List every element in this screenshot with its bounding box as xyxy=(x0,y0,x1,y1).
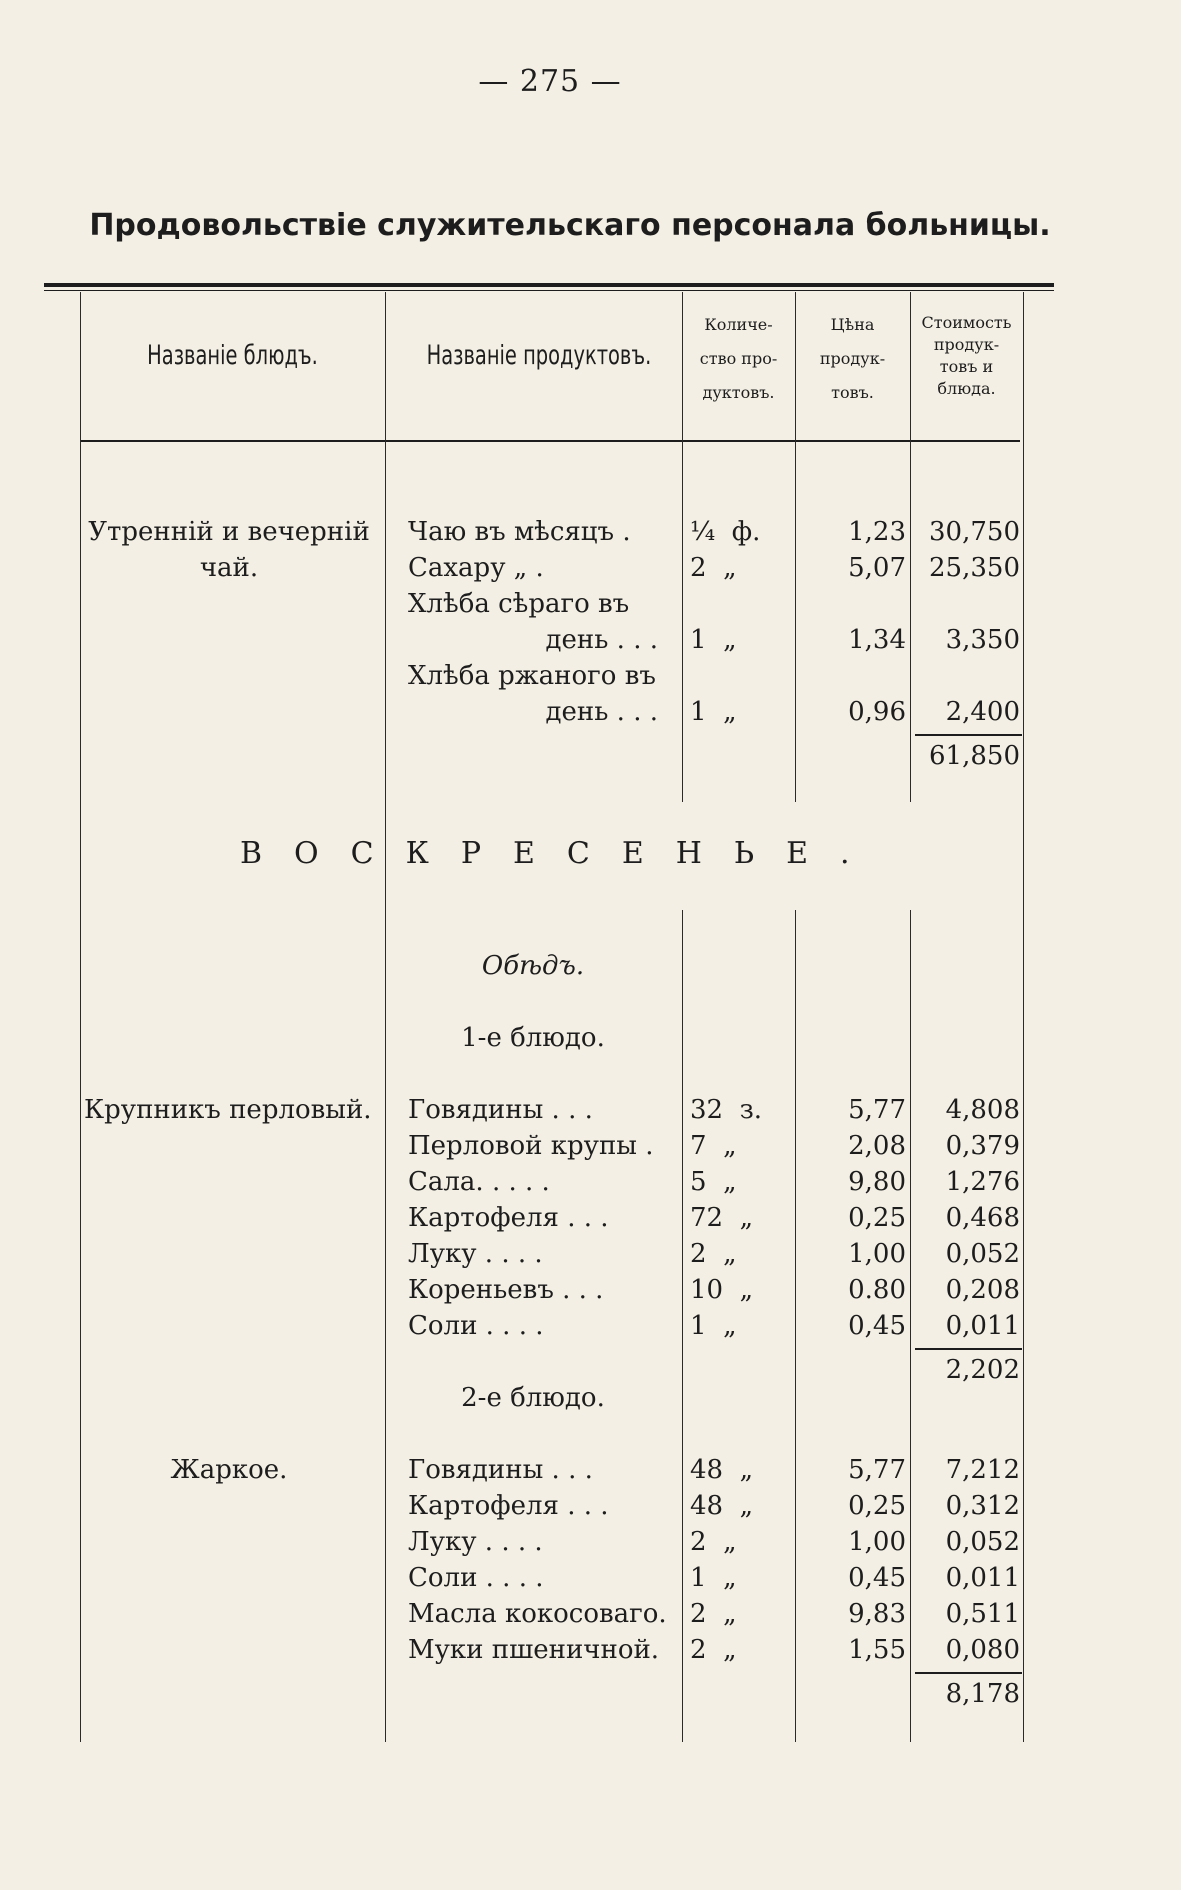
meal-title: Обѣдъ. xyxy=(481,951,585,981)
quantity: 72 „ xyxy=(690,1203,754,1233)
product-name: Муки пшеничной. xyxy=(408,1635,660,1665)
header-product: Названіе продуктовъ. xyxy=(426,340,652,371)
price: 1,00 xyxy=(848,1239,906,1269)
dish-name: Жаркое. xyxy=(170,1455,288,1485)
column-divider xyxy=(1023,292,1024,1742)
product-name: день . . . xyxy=(545,697,658,727)
quantity: 48 „ xyxy=(690,1491,754,1521)
product-name: Луку . . . . xyxy=(408,1239,543,1269)
quantity: 48 „ xyxy=(690,1455,754,1485)
product-name: Перловой крупы . xyxy=(408,1131,654,1161)
cost: 30,750 xyxy=(929,517,1020,547)
price: 0,25 xyxy=(848,1491,906,1521)
product-name: Луку . . . . xyxy=(408,1527,543,1557)
product-name: Говядины . . . xyxy=(408,1095,593,1125)
page-title: Продовольствіе служительскаго персонала больницы. xyxy=(89,208,1051,243)
price: 2,08 xyxy=(848,1131,906,1161)
subtotal-rule xyxy=(915,1672,1022,1674)
cost: 0,208 xyxy=(945,1275,1020,1305)
column-divider xyxy=(385,292,386,1742)
quantity: 7 „ xyxy=(690,1131,737,1161)
quantity: 1 „ xyxy=(690,625,737,655)
column-divider xyxy=(795,910,796,1742)
quantity: 32 з. xyxy=(690,1095,763,1125)
product-name: Картофеля . . . xyxy=(408,1491,609,1521)
header-cost: Стоимость продук- товъ и блюда. xyxy=(921,313,1012,398)
quantity: ¼ ф. xyxy=(690,517,761,547)
dish-name: Утренній и вечерній xyxy=(88,517,370,547)
cost: 0,052 xyxy=(945,1527,1020,1557)
header-dish: Названіе блюдъ. xyxy=(147,340,318,371)
cost: 0,011 xyxy=(945,1311,1020,1341)
page-number: — 275 — xyxy=(478,64,622,99)
course-label: 1-е блюдо. xyxy=(461,1023,605,1053)
table-top-rule xyxy=(44,283,1054,287)
price: 5,07 xyxy=(848,553,906,583)
subtotal: 61,850 xyxy=(929,741,1020,771)
price: 0,96 xyxy=(848,697,906,727)
price: 0,25 xyxy=(848,1203,906,1233)
price: 9,80 xyxy=(848,1167,906,1197)
cost: 4,808 xyxy=(945,1095,1020,1125)
subtotal-rule xyxy=(915,734,1022,736)
quantity: 2 „ xyxy=(690,1239,737,1269)
product-name: Соли . . . . xyxy=(408,1311,544,1341)
price: 1,55 xyxy=(848,1635,906,1665)
product-name: Хлѣба ржаного въ xyxy=(408,661,656,691)
subtotal: 8,178 xyxy=(945,1679,1020,1709)
quantity: 1 „ xyxy=(690,1311,737,1341)
price: 0.80 xyxy=(848,1275,906,1305)
cost: 7,212 xyxy=(945,1455,1020,1485)
day-heading: ВОСКРЕСЕНЬЕ. xyxy=(240,836,882,871)
product-name: Сала. . . . . xyxy=(408,1167,550,1197)
cost: 3,350 xyxy=(945,625,1020,655)
quantity: 5 „ xyxy=(690,1167,737,1197)
cost: 0,379 xyxy=(945,1131,1020,1161)
price: 1,23 xyxy=(848,517,906,547)
column-divider xyxy=(682,910,683,1742)
product-name: Чаю въ мѣсяцъ . xyxy=(408,517,631,547)
header-quantity: Количе- ство про- дуктовъ. xyxy=(699,315,778,402)
product-name: Соли . . . . xyxy=(408,1563,544,1593)
column-divider xyxy=(80,292,81,1742)
price: 9,83 xyxy=(848,1599,906,1629)
cost: 2,400 xyxy=(945,697,1020,727)
cost: 1,276 xyxy=(945,1167,1020,1197)
cost: 0,052 xyxy=(945,1239,1020,1269)
header-bottom-rule xyxy=(80,440,1020,442)
table-top-rule-thin xyxy=(44,290,1054,291)
quantity: 1 „ xyxy=(690,697,737,727)
product-name: Говядины . . . xyxy=(408,1455,593,1485)
course-label: 2-е блюдо. xyxy=(461,1383,605,1413)
product-name: Картофеля . . . xyxy=(408,1203,609,1233)
product-name: день . . . xyxy=(545,625,658,655)
cost: 0,312 xyxy=(945,1491,1020,1521)
subtotal: 2,202 xyxy=(945,1355,1020,1385)
quantity: 10 „ xyxy=(690,1275,754,1305)
quantity: 2 „ xyxy=(690,1635,737,1665)
quantity: 2 „ xyxy=(690,1599,737,1629)
price: 1,00 xyxy=(848,1527,906,1557)
product-name: Хлѣба сѣраго въ xyxy=(408,589,630,619)
cost: 0,468 xyxy=(945,1203,1020,1233)
price: 1,34 xyxy=(848,625,906,655)
price: 5,77 xyxy=(848,1095,906,1125)
header-price: Цѣна продук- товъ. xyxy=(819,315,886,402)
quantity: 2 „ xyxy=(690,553,737,583)
price: 0,45 xyxy=(848,1311,906,1341)
cost: 0,011 xyxy=(945,1563,1020,1593)
price: 5,77 xyxy=(848,1455,906,1485)
cost: 25,350 xyxy=(929,553,1020,583)
cost: 0,511 xyxy=(945,1599,1020,1629)
subtotal-rule xyxy=(915,1348,1022,1350)
product-name: Кореньевъ . . . xyxy=(408,1275,604,1305)
product-name: Масла кокосоваго. xyxy=(408,1599,667,1629)
column-divider xyxy=(910,910,911,1742)
quantity: 2 „ xyxy=(690,1527,737,1557)
product-name: Сахару „ . xyxy=(408,553,544,583)
price: 0,45 xyxy=(848,1563,906,1593)
dish-name: Крупникъ перловый. xyxy=(84,1095,372,1125)
cost: 0,080 xyxy=(945,1635,1020,1665)
dish-name: чай. xyxy=(199,553,259,583)
quantity: 1 „ xyxy=(690,1563,737,1593)
